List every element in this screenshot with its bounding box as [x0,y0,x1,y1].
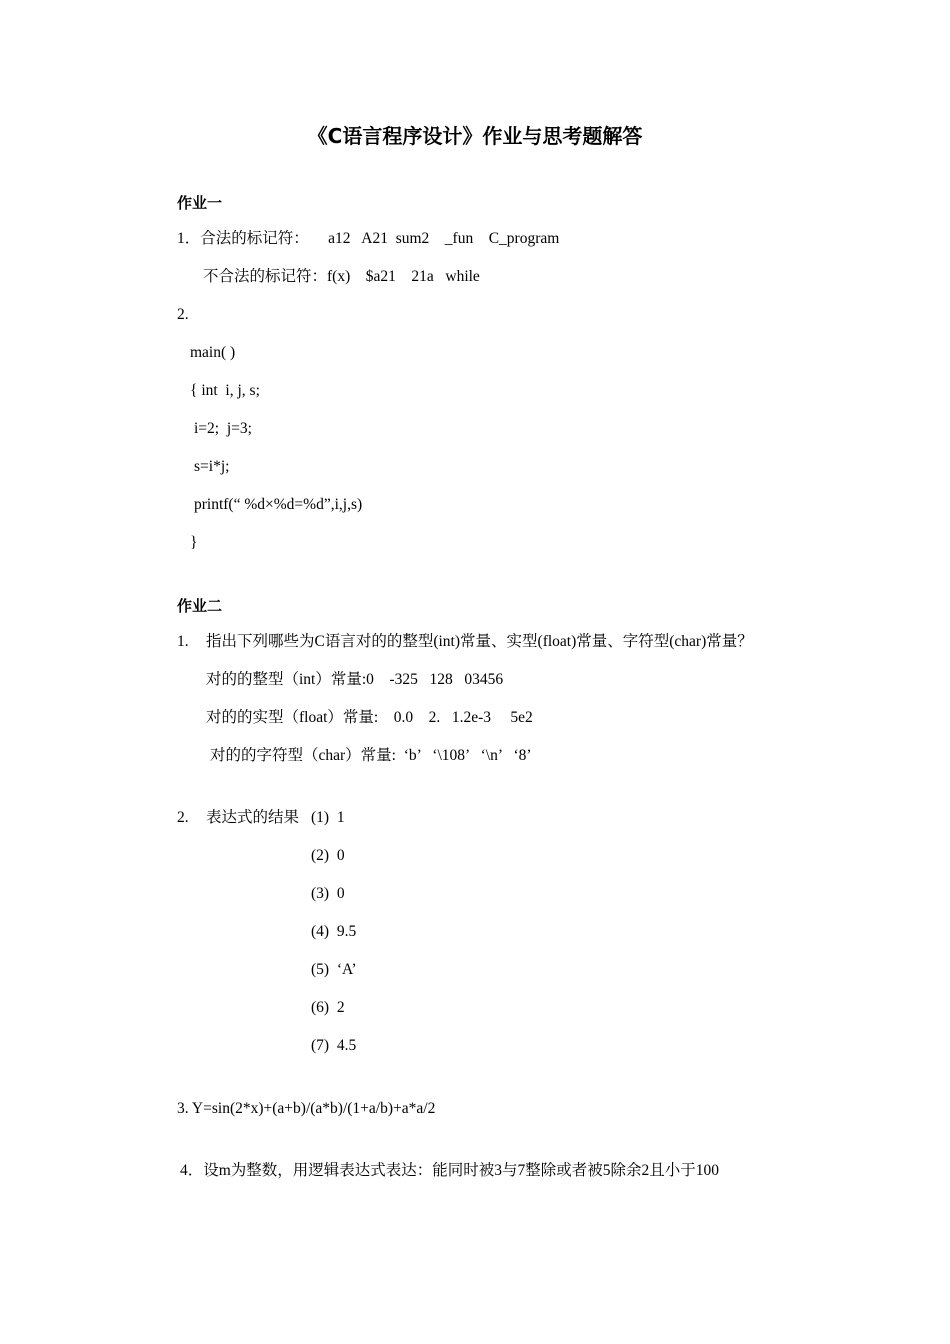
section-heading-hw1: 作业一 [177,194,223,212]
hw2-q2-result: (6) 2 [311,999,345,1016]
page-title: 《C语言程序设计》作业与思考题解答 [307,124,643,148]
hw2-q1-text: 指出下列哪些为C语言对的的整型(int)常量、实型(float)常量、字符型(char)常量？ [206,633,753,650]
code-line: main( ) [190,344,236,361]
hw1-q2-number: 2. [177,306,189,323]
hw2-q1-number: 1. [177,633,189,650]
code-line: { int i, j, s; [190,382,260,399]
hw1-q1-valid-identifiers: 1．合法的标记符： a12 A21 sum2 _fun C_program [177,230,560,247]
hw2-q3-expression: 3. Y=sin(2*x)+(a+b)/(a*b)/(1+a/b)+a*a/2 [177,1100,436,1117]
hw2-q2-result: (7) 4.5 [311,1037,357,1054]
hw2-q4-text: 4．设m为整数，用逻辑表达式表达：能同时被3与7整除或者被5除余2且小于100 [180,1162,720,1179]
section-heading-hw2: 作业二 [177,597,223,615]
hw1-q1-invalid-identifiers: 不合法的标记符：f(x) $a21 21a while [203,268,480,285]
code-line: i=2; j=3; [194,420,252,437]
hw2-q2-number: 2. [177,809,189,826]
hw2-q2-result: (5) ‘A’ [311,961,357,978]
hw2-q2-result: (3) 0 [311,885,345,902]
hw2-q1-char-constants: 对的的字符型（char）常量: ‘b’ ‘\108’ ‘\n’ ‘8’ [210,747,532,764]
hw2-q2-result: (4) 9.5 [311,923,357,940]
hw2-q2-result: (1) 1 [311,809,345,826]
code-line: s=i*j; [194,458,230,475]
hw2-q2-label: 表达式的结果 [206,809,300,826]
code-line: printf(“ %d×%d=%d”,i,j,s) [194,496,363,513]
hw2-q1-int-constants: 对的的整型（int）常量:0 -325 128 03456 [206,671,504,688]
hw2-q2-result: (2) 0 [311,847,345,864]
hw2-q1-float-constants: 对的的实型（float）常量: 0.0 2. 1.2e-3 5e2 [206,709,533,726]
code-line: } [190,534,198,551]
